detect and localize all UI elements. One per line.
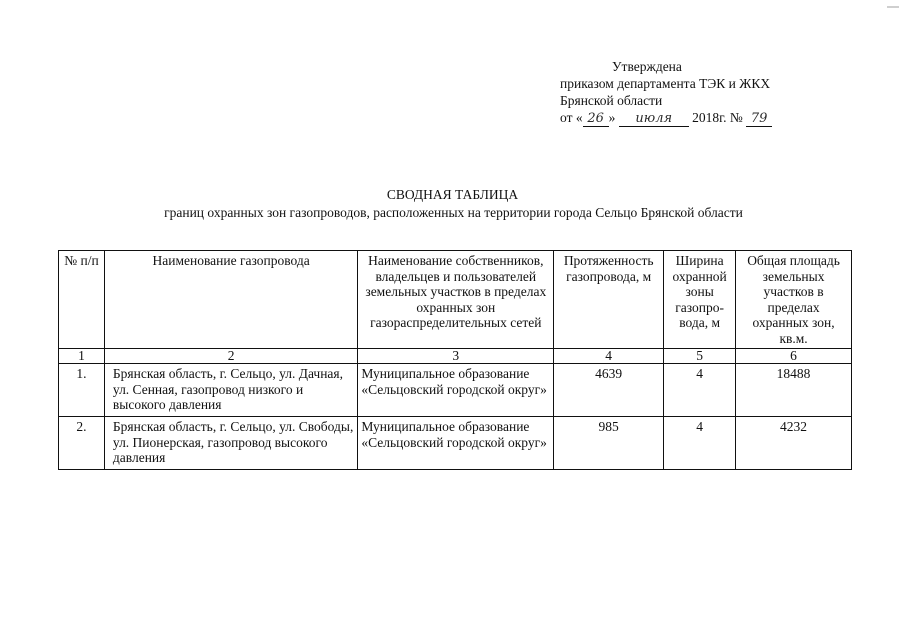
header-area: Общая площадь земельных участков в пределах охранных зон, кв.м. [736,251,852,349]
header-width: Ширина охранной зоны газопро-вода, м [664,251,736,349]
owner-name: Муниципальное образование «Сельцовский городской округ» [358,417,554,470]
order-number-handwritten: 79 [746,112,772,127]
column-number-row [59,349,852,364]
date-prefix: от « [560,110,583,125]
date-day-handwritten: 26 [583,112,609,127]
header-owner: Наименование собственников, владельцев и пользователей земельных участков в пределах охранных зон газораспределительных сетей [358,251,554,349]
column-number: 6 [736,349,852,364]
document-title-block [0,186,905,222]
zone-width: 4 [664,364,736,417]
table-row [59,364,852,417]
zone-area: 18488 [736,364,852,417]
zone-width: 4 [664,417,736,470]
document-subtitle: границ охранных зон газопроводов, расположенных на территории города Сельцо Брянской области [164,205,743,220]
header-length: Протяженность газопровода, м [554,251,664,349]
column-number: 1 [59,349,105,364]
header-pipeline: Наименование газопровода [104,251,357,349]
pipeline-length: 985 [554,417,664,470]
scan-edge-mark [887,6,899,8]
column-number: 3 [358,349,554,364]
approval-date-line [560,109,772,127]
table-header-row [59,251,852,349]
approval-order-line: приказом департамента ТЭК и ЖКХ [560,76,771,91]
date-mid: » [608,110,616,125]
header-num: № п/п [59,251,105,349]
document-title: СВОДНАЯ ТАБЛИЦА [386,187,519,202]
pipeline-length: 4639 [554,364,664,417]
table-row [59,417,852,470]
summary-table [58,250,852,470]
zone-area: 4232 [736,417,852,470]
column-number: 4 [554,349,664,364]
approval-region-line: Брянской области [560,93,663,108]
date-month-handwritten: июля [619,112,689,127]
pipeline-name: Брянская область, г. Сельцо, ул. Дачная, ул. Сенная, газопровод низкого и высокого давления [104,364,357,417]
pipeline-name: Брянская область, г. Сельцо, ул. Свободы, ул. Пионерская, газопровод высокого давления [104,417,357,470]
approval-block [560,58,772,127]
row-number: 1. [59,364,105,417]
column-number: 5 [664,349,736,364]
approval-title: Утверждена [612,59,682,74]
row-number: 2. [59,417,105,470]
column-number: 2 [104,349,357,364]
owner-name: Муниципальное образование «Сельцовский городской округ» [358,364,554,417]
date-year: 2018г. № [692,110,743,125]
